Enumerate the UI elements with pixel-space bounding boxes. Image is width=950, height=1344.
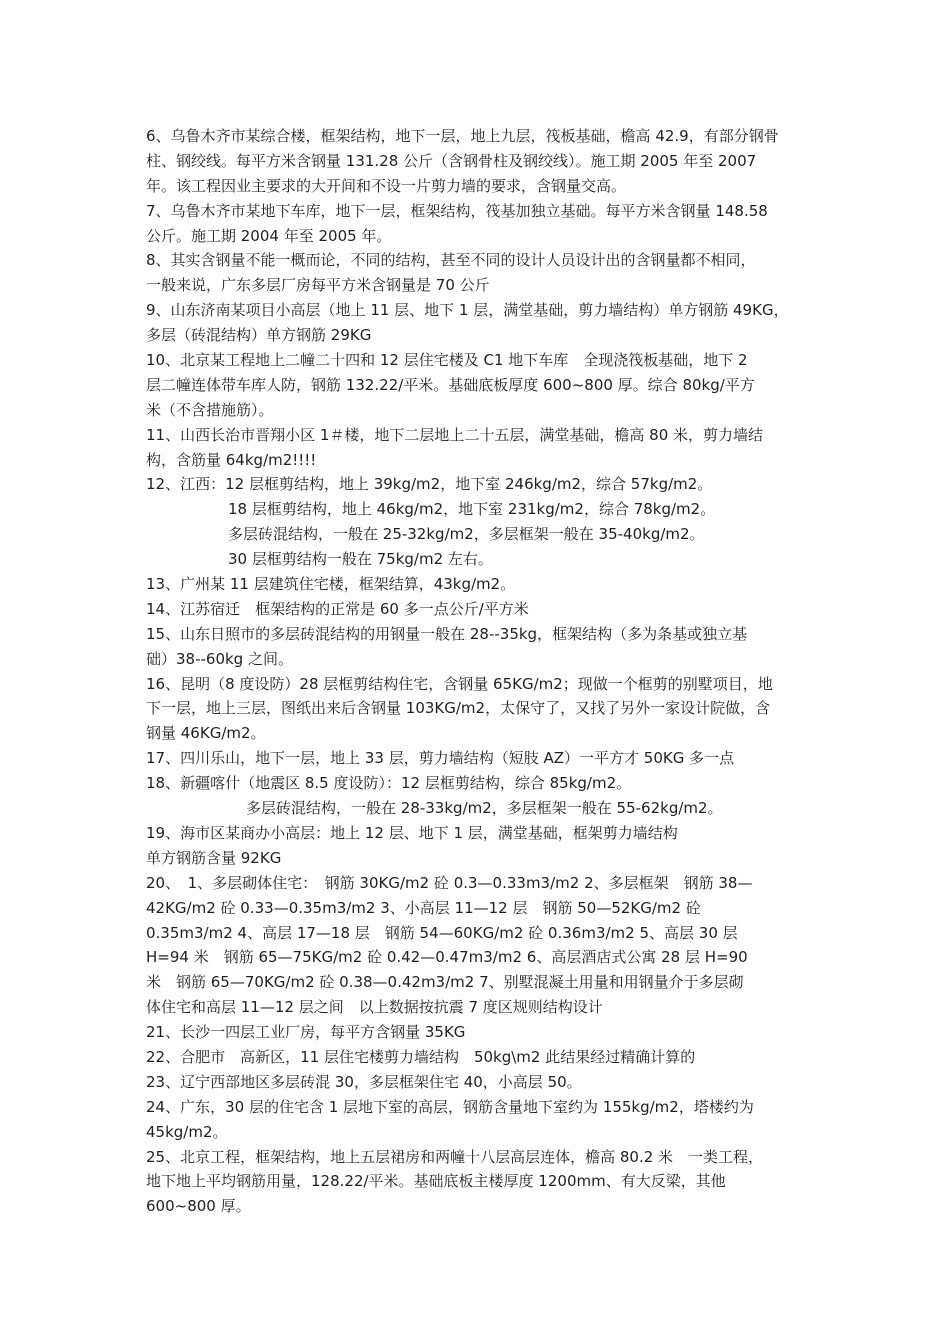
text-line: 22、合肥市 高新区，11 层住宅楼剪力墙结构 50kg\m2 此结果经过精确计算的 (146, 1047, 696, 1066)
text-line: 42KG/m2 砼 0.33—0.35m3/m2 3、小高层 11—12 层 钢筋 50—52KG/m2 砼 (146, 898, 701, 917)
text-line: 多层（砖混结构）单方钢筋 29KG (146, 326, 372, 345)
text-line: 体住宅和高层 11—12 层之间 以上数据按抗震 7 度区规则结构设计 (146, 998, 603, 1017)
text-line: 多层砖混结构，一般在 28-33kg/m2，多层框架一般在 55-62kg/m2。 (246, 799, 723, 818)
text-line: 米 钢筋 65—70KG/m2 砼 0.38—0.42m3/m2 7、别墅混凝土用量和用钢量介于多层砌 (146, 973, 744, 992)
document-body (146, 124, 810, 1219)
text-line: 8、其实含钢量不能一概而论，不同的结构，甚至不同的设计人员设计出的含钢量都不相同， (146, 251, 756, 270)
text-line: 地下地上平均钢筋用量，128.22/平米。基础底板主楼厚度 1200mm、有大反梁，其他 (146, 1172, 726, 1191)
text-line: 24、广东，30 层的住宅含 1 层地下室的高层，钢筋含量地下室约为 155kg/m2，塔楼约为 (146, 1097, 754, 1116)
text-line: 单方钢筋含量 92KG (146, 848, 282, 867)
text-line: 17、四川乐山，地下一层，地上 33 层，剪力墙结构（短肢 AZ）一平方才 50KG 多一点 (146, 749, 735, 768)
text-line: H=94 米 钢筋 65—75KG/m2 砼 0.42—0.47m3/m2 6、高层酒店式公寓 28 层 H=90 (146, 948, 748, 967)
text-line: 20、 1、多层砌体住宅： 钢筋 30KG/m2 砼 0.3—0.33m3/m2 2、多层框架 钢筋 38— (146, 873, 753, 892)
text-line: 10、北京某工程地上二幢二十四和 12 层住宅楼及 C1 地下车库 全现浇筏板基础，地下 2 (146, 351, 748, 370)
text-line: 多层砖混结构，一般在 25-32kg/m2，多层框架一般在 35-40kg/m2。 (228, 525, 705, 544)
text-line: 25、北京工程，框架结构，地上五层裙房和两幢十八层高层连体，檐高 80.2 米 一类工程， (146, 1147, 764, 1166)
text-line: 0.35m3/m2 4、高层 17—18 层 钢筋 54—60KG/m2 砼 0.36m3/m2 5、高层 30 层 (146, 923, 738, 942)
text-line: 6、乌鲁木齐市某综合楼，框架结构，地下一层，地上九层，筏板基础，檐高 42.9，有部分钢骨 (146, 127, 779, 145)
text-line: 600~800 厚。 (146, 1197, 251, 1216)
text-line: 23、辽宁西部地区多层砖混 30，多层框架住宅 40，小高层 50。 (146, 1072, 582, 1091)
text-line: 础）38--60kg 之间。 (146, 649, 293, 668)
text-line: 公斤。施工期 2004 年至 2005 年。 (146, 226, 392, 245)
text-line: 14、江苏宿迁 框架结构的正常是 60 多一点公斤/平方米 (146, 599, 529, 618)
text-line: 18 层框剪结构，地上 46kg/m2，地下室 231kg/m2，综合 78kg/m2。 (228, 500, 716, 519)
text-line: 18、新疆喀什（地震区 8.5 度设防）：12 层框剪结构，综合 85kg/m2。 (146, 774, 632, 793)
text-line: 13、广州某 11 层建筑住宅楼，框架结算，43kg/m2。 (146, 575, 516, 594)
text-line: 9、山东济南某项目小高层（地上 11 层、地下 1 层，满堂基础，剪力墙结构）单方钢筋 49KG， (146, 301, 789, 320)
text-line: 21、长沙一四层工业厂房，每平方含钢量 35KG (146, 1023, 466, 1042)
text-line: 年。该工程因业主要求的大开间和不设一片剪力墙的要求，含钢量交高。 (146, 176, 627, 195)
text-line: 19、海市区某商办小高层：地上 12 层、地下 1 层，满堂基础，框架剪力墙结构 (146, 823, 678, 842)
text-line: 一般来说，广东多层厂房每平方米含钢量是 70 公斤 (146, 276, 490, 295)
text-line: 钢量 46KG/m2。 (146, 724, 266, 743)
text-line: 15、山东日照市的多层砖混结构的用钢量一般在 28--35kg，框架结构（多为条基或独立基 (146, 624, 748, 643)
text-line: 构，含筋量 64kg/m2!!!! (146, 450, 317, 469)
text-line: 45kg/m2。 (146, 1122, 228, 1141)
text-line: 12、江西：12 层框剪结构，地上 39kg/m2，地下室 246kg/m2，综合 57kg/m2。 (146, 475, 713, 494)
text-line: 米（不含措施筋）。 (146, 400, 274, 419)
text-line: 柱、钢绞线。每平方米含钢量 131.28 公斤（含钢骨柱及钢绞线）。施工期 2005 年至 2007 (146, 151, 757, 170)
text-line: 30 层框剪结构一般在 75kg/m2 左右。 (228, 550, 493, 569)
text-line: 下一层，地上三层，图纸出来后含钢量 103KG/m2，太保守了，又找了另外一家设计院做，含 (146, 699, 771, 718)
text-line: 层二幢连体带车库人防，钢筋 132.22/平米。基础底板厚度 600~800 厚。综合 80kg/平方 (146, 375, 755, 394)
text-line: 11、山西长治市晋翔小区 1＃楼，地下二层地上二十五层，满堂基础，檐高 80 米，剪力墙结 (146, 425, 764, 444)
text-line: 7、乌鲁木齐市某地下车库，地下一层，框架结构，筏基加独立基础。每平方米含钢量 148.58 (146, 201, 768, 220)
text-line: 16、昆明（8 度设防）28 层框剪结构住宅，含钢量 65KG/m2；现做一个框剪的别墅项目，地 (146, 674, 773, 693)
